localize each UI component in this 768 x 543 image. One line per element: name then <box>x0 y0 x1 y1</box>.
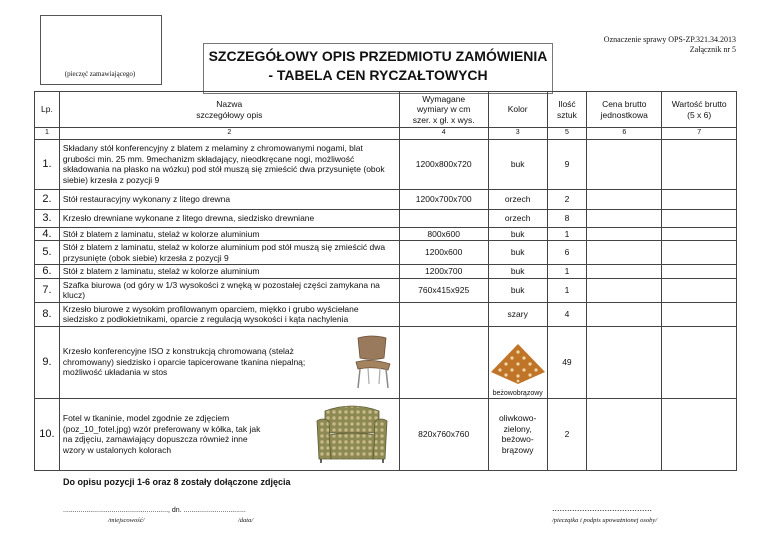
table-row <box>35 227 737 241</box>
row-color: buk <box>488 227 547 241</box>
row-color-cell <box>488 326 547 398</box>
row-price[interactable] <box>587 302 662 326</box>
row-dims <box>399 302 488 326</box>
row-value[interactable] <box>662 139 737 189</box>
index-cell: 6 <box>587 128 662 140</box>
row-qty: 1 <box>547 265 587 279</box>
table-row <box>35 139 737 189</box>
row-lp: 8. <box>35 302 60 326</box>
header-row <box>35 92 737 128</box>
row-desc: Fotel w tkaninie, model zgodnie ze zdjęciem (poz_10_fotel.jpg) wzór preferowany w kółka, tak jak na zdjęciu, zamawiający dopuszcza również inne wzory w ustalonych kolorach <box>62 413 261 455</box>
row-color: buk <box>488 278 547 302</box>
row-lp: 5. <box>35 241 60 265</box>
table-row <box>35 265 737 279</box>
row-lp: 4. <box>35 227 60 241</box>
table-row <box>35 209 737 227</box>
row-price[interactable] <box>587 227 662 241</box>
row-price[interactable] <box>587 241 662 265</box>
header-value-line-1: Wartość brutto <box>671 99 727 109</box>
row-value[interactable] <box>662 209 737 227</box>
signature-label: /pieczątka i podpis upoważnionej osoby/ <box>552 517 658 524</box>
signature-line[interactable]: ........................................ <box>552 503 653 513</box>
row-dims: 1200x700 <box>399 265 488 279</box>
row-desc: Stół z blatem z laminatu, stelaż w kolorze aluminium pod stół muszą się zmieścić dwa przysunięte (obok siebie) krzesła z pozycji 9 <box>59 241 399 265</box>
header-dims <box>399 92 488 128</box>
row-desc: Krzesło biurowe z wysokim profilowanym oparciem, miękko i grubo wyściełane siedzisko z podłokietnikami, oparcie z regulacją wysokości i kąta nachylenia <box>59 302 399 326</box>
header-price-line-1: Cena brutto <box>602 99 647 109</box>
row-color: buk <box>488 265 547 279</box>
row-color: beżowobrązowy <box>492 389 543 397</box>
row-qty: 2 <box>547 189 587 209</box>
index-cell: 2 <box>59 128 399 140</box>
header-price-line-2: jednostkowa <box>600 109 648 120</box>
row-value[interactable] <box>662 189 737 209</box>
armchair-image <box>313 403 391 465</box>
attachment-number: Załącznik nr 5 <box>689 45 736 54</box>
header-dims-line-3: szer. x gł. x wys. <box>412 114 475 125</box>
row-desc: Szafka biurowa (od góry w 1/3 wysokości z wnęką w pozostałej części zamykana na klucz) <box>59 278 399 302</box>
row-price[interactable] <box>587 265 662 279</box>
row-price[interactable] <box>587 398 662 470</box>
header-dims-line-2: wymiary w cm <box>417 104 471 115</box>
row-value[interactable] <box>662 241 737 265</box>
row-dims: 1200x800x720 <box>399 139 488 189</box>
row-qty: 6 <box>547 241 587 265</box>
header-name-line-1: Nazwa <box>216 99 243 109</box>
header-lp: Lp. <box>35 92 60 128</box>
row-dims: 820x760x760 <box>399 398 488 470</box>
row-color: buk <box>488 139 547 189</box>
row-dims <box>399 326 488 398</box>
table-row <box>35 241 737 265</box>
row-qty: 1 <box>547 227 587 241</box>
row-lp: 3. <box>35 209 60 227</box>
conference-chair-image <box>348 334 396 390</box>
row-value[interactable] <box>662 302 737 326</box>
case-number: Oznaczenie sprawy OPS-ZP.321.34.2013 <box>603 35 736 44</box>
index-cell: 4 <box>399 128 488 140</box>
row-desc: Składany stół konferencyjny z blatem z melaminy z chromowanymi nogami, blat grubości min. 25 mm. 9mechanizm składający, nieodkręcane nogi, możliwość składowania na płasko na wózku) pod stół muszą się zmieścić dwa przysunięte (obok siebie) krzesła z pozycji 9 <box>59 139 399 189</box>
row-desc: Stół z blatem z laminatu, stelaż w kolorze aluminium <box>59 265 399 279</box>
row-value[interactable] <box>662 398 737 470</box>
footer-note: Do opisu pozycji 1-6 oraz 8 zostały dołączone zdjęcia <box>63 477 291 487</box>
header-value-line-2: (5 x 6) <box>687 109 712 120</box>
row-dims: 800x600 <box>399 227 488 241</box>
row-desc: Stół z blatem z laminatu, stelaż w kolorze aluminium <box>59 227 399 241</box>
row-qty: 1 <box>547 278 587 302</box>
row-dims: 1200x700x700 <box>399 189 488 209</box>
row-desc-with-image <box>59 326 399 398</box>
row-qty: 2 <box>547 398 587 470</box>
table-row <box>35 278 737 302</box>
row-value[interactable] <box>662 326 737 398</box>
row-dims <box>399 209 488 227</box>
row-desc: Krzesło drewniane wykonane z litego drewna, siedzisko drewniane <box>59 209 399 227</box>
row-price[interactable] <box>587 278 662 302</box>
page-title <box>203 43 553 94</box>
header-dims-line-1: Wymagane <box>422 93 466 104</box>
row-qty: 8 <box>547 209 587 227</box>
case-number-block <box>604 35 736 55</box>
title-line-1: SZCZEGÓŁOWY OPIS PRZEDMIOTU ZAMÓWIENIA <box>208 48 548 64</box>
table-row <box>35 398 737 470</box>
place-label: /miejscowość/ <box>108 517 145 524</box>
index-row <box>35 128 737 140</box>
table-row <box>35 326 737 398</box>
row-lp: 1. <box>35 139 60 189</box>
index-cell: 5 <box>547 128 587 140</box>
row-price[interactable] <box>587 209 662 227</box>
row-price[interactable] <box>587 139 662 189</box>
row-desc: Krzesło konferencyjne ISO z konstrukcją chromowaną (stelaż chromowany) siedzisko i oparcie tapicerowane tkanina niepalną; możliwość układania w stos <box>62 346 306 378</box>
place-date-line[interactable]: ......................................................, dn. ................................ <box>63 507 246 514</box>
row-color: orzech <box>488 189 547 209</box>
index-cell: 7 <box>662 128 737 140</box>
price-table <box>34 91 737 471</box>
header-color: Kolor <box>488 92 547 128</box>
header-name-line-2: szczegółowy opis <box>196 109 263 120</box>
row-desc: Stół restauracyjny wykonany z litego drewna <box>59 189 399 209</box>
row-dims: 1200x600 <box>399 241 488 265</box>
row-color: oliwkowo-zielony, beżowo-brązowy <box>488 398 547 470</box>
index-cell: 3 <box>488 128 547 140</box>
row-color: orzech <box>488 209 547 227</box>
header-qty <box>547 92 587 128</box>
row-desc-with-image <box>59 398 399 470</box>
row-dims: 760x415x925 <box>399 278 488 302</box>
row-color: szary <box>488 302 547 326</box>
row-lp: 10. <box>35 398 60 470</box>
row-price[interactable] <box>587 189 662 209</box>
row-value[interactable] <box>662 227 737 241</box>
row-lp: 2. <box>35 189 60 209</box>
row-value[interactable] <box>662 265 737 279</box>
row-color: buk <box>488 241 547 265</box>
header-value <box>662 92 737 128</box>
header-name <box>59 92 399 128</box>
table-row <box>35 302 737 326</box>
fabric-swatch-image <box>489 342 547 386</box>
title-line-2: - TABELA CEN RYCZAŁTOWYCH <box>268 67 488 83</box>
row-qty: 9 <box>547 139 587 189</box>
row-qty: 49 <box>547 326 587 398</box>
row-value[interactable] <box>662 278 737 302</box>
row-lp: 7. <box>35 278 60 302</box>
table-row <box>35 189 737 209</box>
header-qty-line-2: sztuk <box>557 109 577 120</box>
row-lp: 9. <box>35 326 60 398</box>
row-qty: 4 <box>547 302 587 326</box>
header-qty-line-1: Ilość <box>558 99 576 109</box>
stamp-caption: (pieczęć zamawiającego) <box>64 70 136 78</box>
date-label: /data/ <box>238 517 254 524</box>
header-price <box>587 92 662 128</box>
row-lp: 6. <box>35 265 60 279</box>
index-cell: 1 <box>35 128 60 140</box>
row-price[interactable] <box>587 326 662 398</box>
